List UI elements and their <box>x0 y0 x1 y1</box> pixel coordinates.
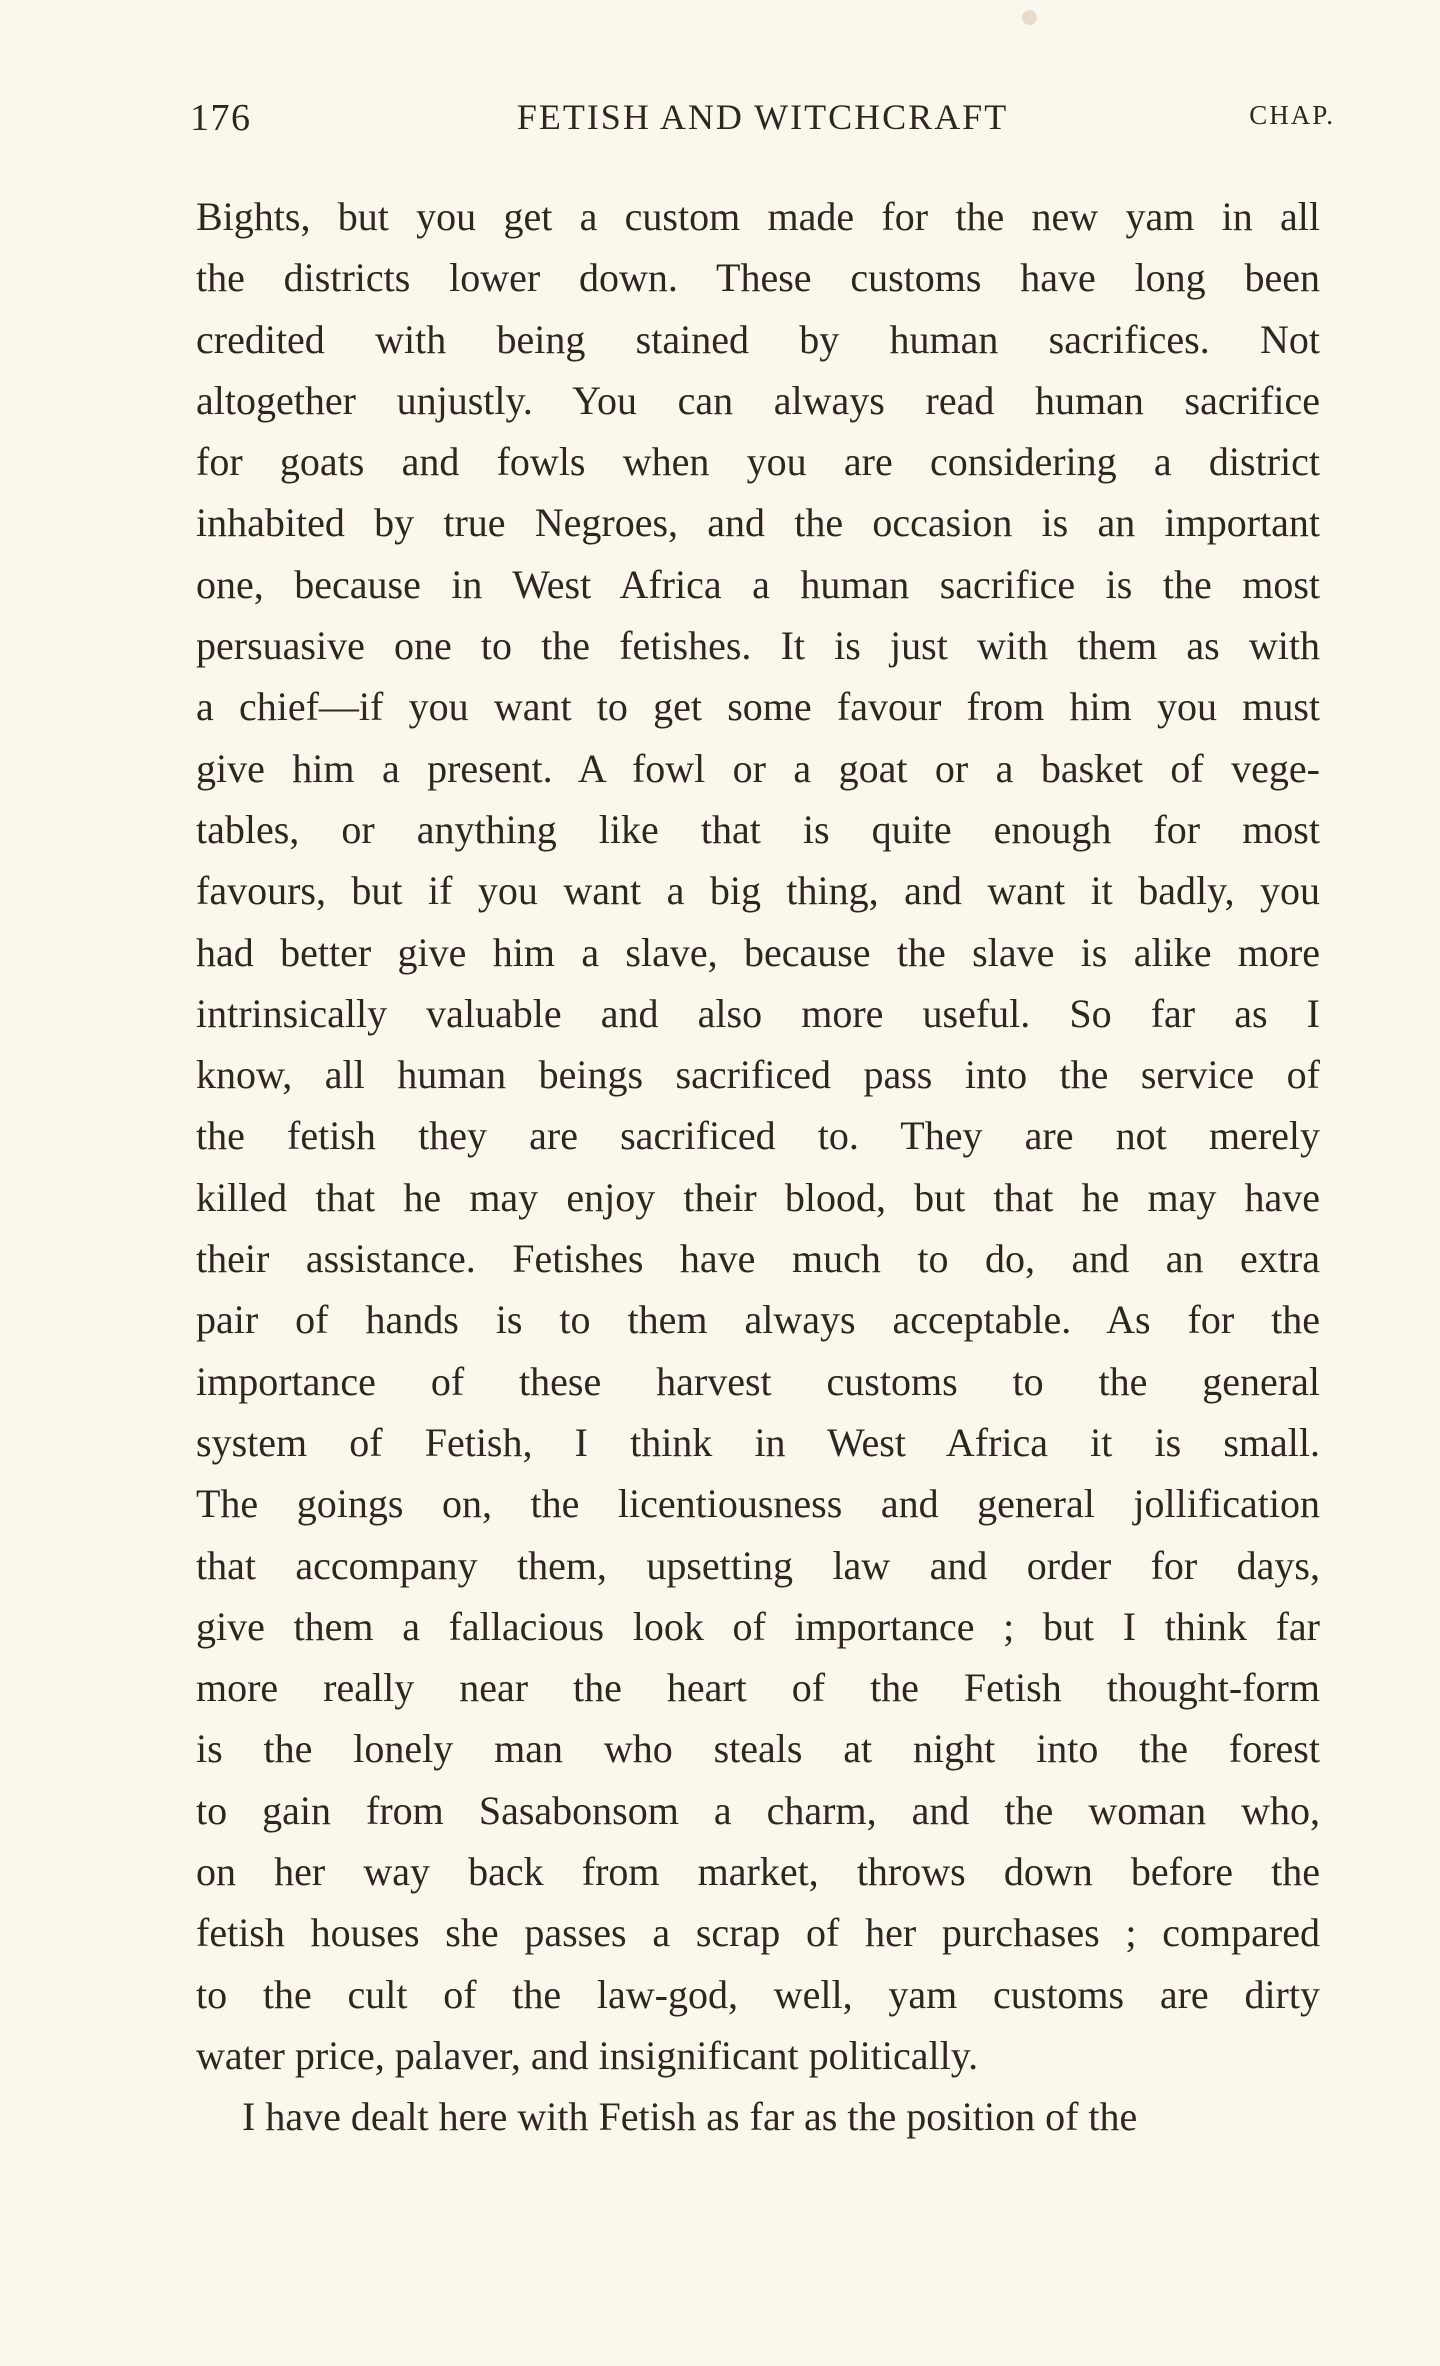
paper-speck <box>1022 10 1037 25</box>
body-line: credited with being stained by human sacrifices. Not <box>196 316 1320 362</box>
body-line: fetish houses she passes a scrap of her purchases ; compared <box>196 1910 1320 1956</box>
paragraph-first-line: I have dealt here with Fetish as far as the position of the <box>242 2094 1138 2140</box>
body-line: Bights, but you get a custom made for the new yam in all <box>196 194 1320 239</box>
body-line: inhabited by true Negroes, and the occasion is an important <box>196 500 1320 546</box>
chapter-label: CHAP. <box>1249 100 1335 130</box>
body-line: that accompany them, upsetting law and order for days, <box>196 1542 1320 1588</box>
body-text <box>196 186 1320 2148</box>
running-title: FETISH AND WITCHCRAFT <box>516 97 1009 137</box>
body-line: to the cult of the law-god, well, yam customs are dirty <box>196 1971 1320 2017</box>
body-line: intrinsically valuable and also more useful. So far as I <box>196 990 1320 1036</box>
body-line: their assistance. Fetishes have much to do, and an extra <box>196 1236 1320 1282</box>
body-line: The goings on, the licentiousness and general jollification <box>196 1481 1320 1527</box>
body-line: one, because in West Africa a human sacrifice is the most <box>196 561 1320 607</box>
body-line: had better give him a slave, because the slave is alike more <box>196 929 1320 975</box>
body-line: tables, or anything like that is quite enough for most <box>196 806 1320 852</box>
body-line: favours, but if you want a big thing, and want it badly, you <box>196 868 1320 914</box>
body-line: is the lonely man who steals at night into the forest <box>196 1726 1320 1772</box>
body-line: the fetish they are sacrificed to. They are not merely <box>196 1113 1320 1159</box>
body-line: give them a fallacious look of importance ; but I think far <box>196 1603 1320 1649</box>
body-line: the districts lower down. These customs have long been <box>196 255 1320 301</box>
paragraph-last-line: water price, palaver, and insignificant politically. <box>196 2032 979 2078</box>
running-header <box>190 96 1335 150</box>
body-line: give him a present. A fowl or a goat or a basket of vege- <box>196 745 1320 791</box>
page-number: 176 <box>190 97 252 139</box>
body-line: more really near the heart of the Fetish thought-form <box>196 1665 1320 1711</box>
body-line: pair of hands is to them always acceptable. As for the <box>196 1297 1320 1343</box>
body-line: for goats and fowls when you are considering a district <box>196 439 1320 485</box>
body-line: altogether unjustly. You can always read human sacrifice <box>196 377 1320 423</box>
body-line: know, all human beings sacrificed pass into the service of <box>196 1052 1320 1098</box>
body-line: on her way back from market, throws down before the <box>196 1849 1320 1895</box>
body-line: killed that he may enjoy their blood, but that he may have <box>196 1174 1320 1220</box>
body-line: system of Fetish, I think in West Africa it is small. <box>196 1419 1320 1465</box>
body-line: persuasive one to the fetishes. It is just with them as with <box>196 623 1320 669</box>
body-line: importance of these harvest customs to the general <box>196 1358 1320 1404</box>
body-line: to gain from Sasabonsom a charm, and the woman who, <box>196 1787 1320 1833</box>
body-line: a chief—if you want to get some favour from him you must <box>196 684 1320 730</box>
